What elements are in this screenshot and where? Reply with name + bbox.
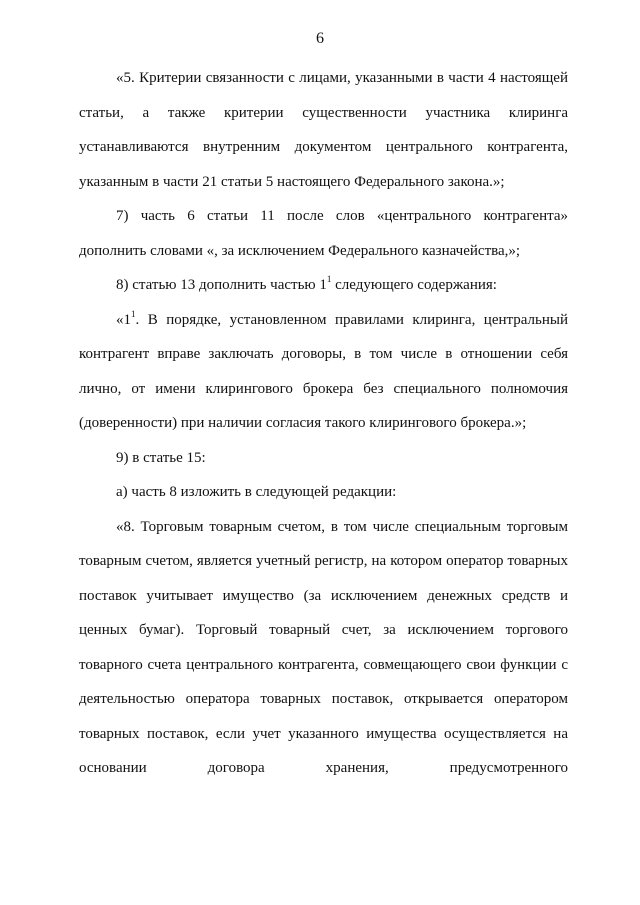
document-body: [79, 61, 568, 786]
paragraph-part-1-1-after: . В порядке, установленном правилами клиринга, центральный контрагент вправе заключать договоры, в том числе в отношении себя лично, от имени клирингового брокера без специального полномочия (доверенности) при наличии согласия такого клирингового брокера.»;: [79, 311, 568, 431]
page-number: 6: [316, 30, 324, 47]
paragraph-subitem-a: а) часть 8 изложить в следующей редакции:: [116, 484, 397, 500]
superscript-index: 1: [131, 308, 136, 319]
paragraph-item-7: 7) часть 6 статьи 11 после слов «центрального контрагента» дополнить словами «, за исключением Федерального казначейства,»;: [79, 208, 568, 259]
superscript-index: 1: [326, 274, 332, 284]
paragraph-part-1-1-before: «1: [116, 311, 131, 328]
paragraph-criteria: «5. Критерии связанности с лицами, указанными в части 4 настоящей статьи, а также критерии существенности участника клиринга устанавливаются внутренним документом центрального контрагента, указанным в части 21 статьи 5 настоящего Федерального закона.»;: [79, 70, 568, 190]
paragraph-part-1-1: [79, 303, 568, 441]
paragraph-item-8-before: 8) статью 13 дополнить частью 1: [116, 277, 327, 293]
paragraph-item-8: [79, 268, 568, 303]
paragraph-part-8: «8. Торговым товарным счетом, в том числе специальным торговым товарным счетом, является учетный регистр, на котором оператор товарных поставок учитывает имущество (за исключением денежных средств и ценных бумаг). Торговый товарный счет, за исключением торгового товарного счета центрального контрагента, совмещающего свои функции с деятельностью оператора товарных поставок, открывается оператором товарных поставок, если учет указанного имущества осуществляется на основании договора хранения, предусмотренного: [79, 518, 568, 776]
paragraph-item-8-after: следующего содержания:: [331, 277, 497, 293]
paragraph-item-9: 9) в статье 15:: [116, 449, 206, 466]
